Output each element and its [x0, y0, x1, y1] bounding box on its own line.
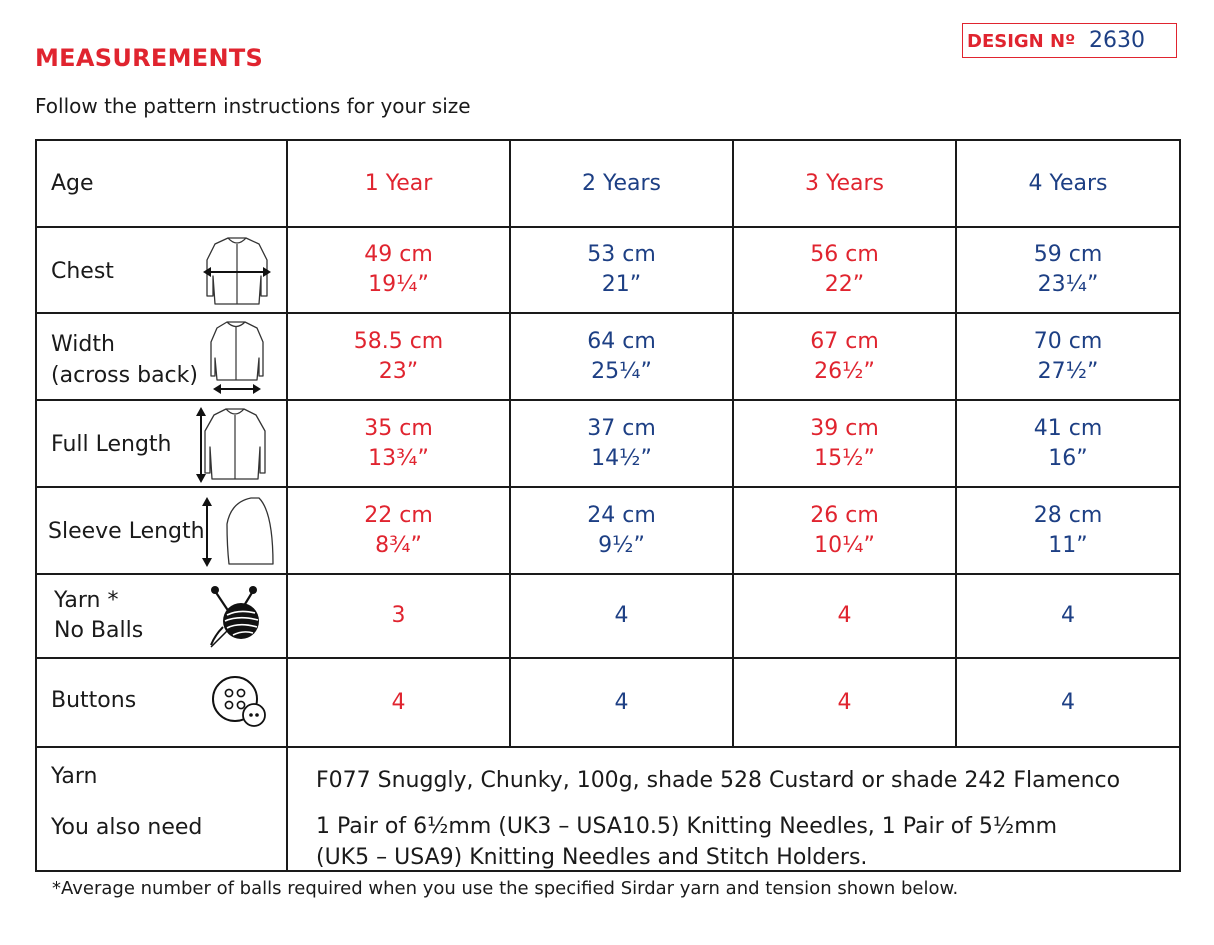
row-label: Full Length [51, 432, 172, 457]
row-label: Width [51, 332, 115, 357]
size-header-2: 2 Years [510, 140, 733, 227]
requirements-label-cell [36, 747, 287, 871]
value-cell: 4 [510, 658, 733, 747]
footnote: *Average number of balls required when you use the specified Sirdar yarn and tension shown below. [52, 878, 959, 899]
design-label: DESIGN Nº [967, 31, 1076, 52]
value-cell: 4 [956, 658, 1180, 747]
page-subtitle: Follow the pattern instructions for your size [35, 94, 471, 118]
value-cell: 4 [510, 574, 733, 658]
table-row-age [36, 140, 1180, 227]
row-label: Chest [51, 259, 114, 284]
row-label: Yarn * [54, 588, 119, 613]
size-header-1: 1 Year [287, 140, 510, 227]
also-need-label: You also need [51, 815, 203, 840]
design-number: 2630 [1089, 28, 1145, 53]
value-cell: 37 cm 14½” [510, 400, 733, 487]
cardigan-chest-icon [201, 234, 273, 308]
value-cell: 35 cm 13¾” [287, 400, 510, 487]
row-label-cell [36, 313, 287, 400]
also-need-line-1: 1 Pair of 6½mm (UK3 – USA10.5) Knitting Needles, 1 Pair of 5½mm [316, 814, 1058, 839]
value-cell: 24 cm 9½” [510, 487, 733, 574]
table-row-chest [36, 227, 1180, 313]
value-cell: 41 cm 16” [956, 400, 1180, 487]
table-row-full-length [36, 400, 1180, 487]
value-cell: 56 cm 22” [733, 227, 956, 313]
table-row-width [36, 313, 1180, 400]
row-label: Buttons [51, 688, 137, 713]
table-row-buttons [36, 658, 1180, 747]
row-label: Age [51, 171, 94, 196]
value-cell: 28 cm 11” [956, 487, 1180, 574]
value-cell: 39 cm 15½” [733, 400, 956, 487]
value-cell: 53 cm 21” [510, 227, 733, 313]
value-cell: 49 cm 19¼” [287, 227, 510, 313]
row-label-cell [36, 227, 287, 313]
value-cell: 64 cm 25¼” [510, 313, 733, 400]
value-cell: 4 [733, 574, 956, 658]
row-label: Sleeve Length [48, 519, 205, 544]
page-title: MEASUREMENTS [35, 44, 264, 72]
row-label-cell [36, 658, 287, 747]
design-number-box [962, 23, 1177, 58]
value-cell: 4 [956, 574, 1180, 658]
value-cell: 67 cm 26½” [733, 313, 956, 400]
sleeve-length-icon [197, 494, 277, 570]
value-cell: 22 cm 8¾” [287, 487, 510, 574]
size-header-3: 3 Years [733, 140, 956, 227]
table-row-sleeve-length [36, 487, 1180, 574]
table-row-requirements [36, 747, 1180, 871]
cardigan-width-icon [205, 318, 269, 398]
value-cell: 4 [733, 658, 956, 747]
yarn-label: Yarn [51, 764, 98, 789]
row-label-cell [36, 487, 287, 574]
table-row-yarn-balls [36, 574, 1180, 658]
value-cell: 4 [287, 658, 510, 747]
row-label-cell [36, 574, 287, 658]
row-label-cell [36, 400, 287, 487]
requirements-value-cell [287, 747, 1180, 871]
also-need-line-2: (UK5 – USA9) Knitting Needles and Stitch Holders. [316, 845, 868, 870]
value-cell: 58.5 cm 23” [287, 313, 510, 400]
row-label-secondary: (across back) [51, 363, 198, 388]
row-label-cell [36, 140, 287, 227]
value-cell: 70 cm 27½” [956, 313, 1180, 400]
buttons-icon [209, 673, 271, 733]
row-label-secondary: No Balls [54, 618, 144, 643]
yarn-value: F077 Snuggly, Chunky, 100g, shade 528 Custard or shade 242 Flamenco [316, 768, 1121, 793]
cardigan-length-icon [193, 405, 275, 485]
measurements-table [35, 139, 1181, 872]
yarn-ball-needles-icon [207, 583, 267, 649]
value-cell: 59 cm 23¼” [956, 227, 1180, 313]
size-header-4: 4 Years [956, 140, 1180, 227]
value-cell: 26 cm 10¼” [733, 487, 956, 574]
value-cell: 3 [287, 574, 510, 658]
